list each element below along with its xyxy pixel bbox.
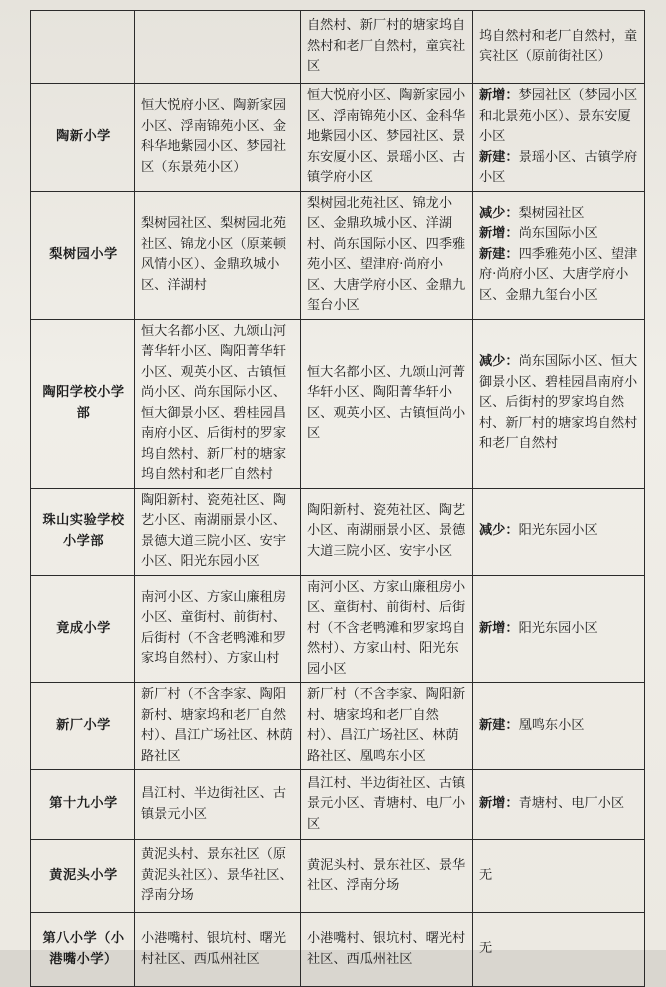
table-row xyxy=(31,319,645,488)
change-line xyxy=(479,245,640,307)
change-text: 坞自然村和老厂自然村，童宾社区（原前街社区） xyxy=(479,28,638,64)
new-district-cell: 梨树园北苑社区、锦龙小区、金鼎玖城小区、洋湖村、尚东国际小区、四季雅苑小区、望津府·尚府小区、大唐学府小区、金鼎九玺台小区 xyxy=(301,191,473,319)
change-text: 阳光东园小区 xyxy=(518,620,598,636)
change-line xyxy=(479,619,640,640)
change-line xyxy=(479,148,640,189)
change-line xyxy=(479,716,640,737)
change-cell xyxy=(473,840,645,913)
original-district-cell xyxy=(135,11,301,84)
table-body xyxy=(31,11,645,987)
change-cell xyxy=(473,84,645,192)
new-district-cell: 昌江村、半边街社区、古镇景元小区、青塘村、电厂小区 xyxy=(301,770,473,840)
school-name-cell xyxy=(31,11,135,84)
table-row xyxy=(31,11,645,84)
change-cell xyxy=(473,575,645,683)
change-tag: 新建： xyxy=(479,149,519,165)
change-text: 无 xyxy=(479,867,493,883)
original-district-cell: 南河小区、方家山廉租房小区、童街村、前街村、后街村（不含老鸭滩和罗家坞自然村）、方家山村 xyxy=(135,575,301,683)
change-cell xyxy=(473,770,645,840)
change-line xyxy=(479,521,640,542)
school-name-cell: 黄泥头小学 xyxy=(31,840,135,913)
change-tag: 新增： xyxy=(479,620,519,636)
new-district-cell: 南河小区、方家山廉租房小区、童街村、前街村、后街村（不含老鸭滩和罗家坞自然村）、方家山村、阳光东园小区 xyxy=(301,575,473,683)
table-row xyxy=(31,840,645,913)
change-line xyxy=(479,86,640,148)
original-district-cell: 陶阳新村、瓷苑社区、陶艺小区、南湖丽景小区、景德大道三院小区、安宇小区、阳光东园小区 xyxy=(135,488,301,575)
school-name-cell: 第十九小学 xyxy=(31,770,135,840)
change-tag: 减少： xyxy=(479,354,519,370)
change-line xyxy=(479,204,640,225)
new-district-cell: 恒大悦府小区、陶新家园小区、浮南锦苑小区、金科华地紫园小区、梦园社区、景东安厦小区、景瑶小区、古镇学府小区 xyxy=(301,84,473,192)
school-name-cell: 第八小学（小港嘴小学） xyxy=(31,913,135,987)
change-text: 四季雅苑小区、望津府·尚府小区、大唐学府小区、金鼎九玺台小区 xyxy=(479,246,638,303)
school-name-cell: 梨树园小学 xyxy=(31,191,135,319)
change-line xyxy=(479,352,640,455)
table-row xyxy=(31,488,645,575)
new-district-cell: 自然村、新厂村的塘家坞自然村和老厂自然村，童宾社区 xyxy=(301,11,473,84)
original-district-cell: 梨树园社区、梨树园北苑社区、锦龙小区（原莱顿风情小区）、金鼎玖城小区、洋湖村 xyxy=(135,191,301,319)
change-text: 梨树园社区 xyxy=(518,205,585,221)
change-text: 尚东国际小区 xyxy=(518,226,598,242)
change-text: 青塘村、电厂小区 xyxy=(518,796,625,812)
table-row xyxy=(31,683,645,770)
school-name-cell: 竟成小学 xyxy=(31,575,135,683)
change-text: 梦园社区（梦园小区和北景苑小区）、景东安厦小区 xyxy=(479,88,638,144)
change-cell xyxy=(473,191,645,319)
table-row xyxy=(31,575,645,683)
change-tag: 减少： xyxy=(479,523,519,539)
change-tag: 新增： xyxy=(479,796,519,812)
school-district-table xyxy=(30,10,645,987)
original-district-cell: 新厂村（不含李家、陶阳新村、塘家坞和老厂自然村）、昌江广场社区、林荫路社区 xyxy=(135,683,301,770)
new-district-cell: 小港嘴村、银坑村、曙光村社区、西瓜州社区 xyxy=(301,913,473,987)
change-text: 无 xyxy=(479,941,493,957)
change-tag: 新建： xyxy=(479,246,519,262)
new-district-cell: 新厂村（不含李家、陶阳新村、塘家坞和老厂自然村）、昌江广场社区、林荫路社区、凰鸣东小区 xyxy=(301,683,473,770)
table-row xyxy=(31,84,645,192)
original-district-cell: 黄泥头村、景东社区（原黄泥头社区）、景华社区、浮南分场 xyxy=(135,840,301,913)
school-name-cell: 陶新小学 xyxy=(31,84,135,192)
change-text: 景瑶小区、古镇学府小区 xyxy=(479,149,638,185)
change-text: 凰鸣东小区 xyxy=(518,717,585,733)
change-line xyxy=(479,794,640,815)
new-district-cell: 恒大名都小区、九颂山河菁华轩小区、陶阳菁华轩小区、观英小区、古镇恒尚小区 xyxy=(301,319,473,488)
change-text: 阳光东园小区 xyxy=(518,523,598,539)
change-line xyxy=(479,27,640,68)
table-row xyxy=(31,191,645,319)
change-tag: 减少： xyxy=(479,205,519,221)
change-tag: 新建： xyxy=(479,717,519,733)
original-district-cell: 恒大悦府小区、陶新家园小区、浮南锦苑小区、金科华地紫园小区、梦园社区（东景苑小区） xyxy=(135,84,301,192)
new-district-cell: 黄泥头村、景东社区、景华社区、浮南分场 xyxy=(301,840,473,913)
change-line xyxy=(479,224,640,245)
change-line xyxy=(479,866,640,887)
school-name-cell: 陶阳学校小学部 xyxy=(31,319,135,488)
new-district-cell: 陶阳新村、瓷苑社区、陶艺小区、南湖丽景小区、景德大道三院小区、安宇小区 xyxy=(301,488,473,575)
change-cell xyxy=(473,11,645,84)
table-row xyxy=(31,770,645,840)
school-name-cell: 新厂小学 xyxy=(31,683,135,770)
original-district-cell: 昌江村、半边街社区、古镇景元小区 xyxy=(135,770,301,840)
original-district-cell: 恒大名都小区、九颂山河菁华轩小区、陶阳菁华轩小区、观英小区、古镇恒尚小区、尚东国际小区、恒大御景小区、碧桂园昌南府小区、后街村的罗家坞自然村、新厂村的塘家坞自然村和老厂自然村 xyxy=(135,319,301,488)
original-district-cell: 小港嘴村、银坑村、曙光村社区、西瓜州社区 xyxy=(135,913,301,987)
change-tag: 新增： xyxy=(479,88,519,103)
school-name-cell: 珠山实验学校小学部 xyxy=(31,488,135,575)
change-cell xyxy=(473,683,645,770)
change-tag: 新增： xyxy=(479,226,519,242)
change-cell xyxy=(473,319,645,488)
change-cell xyxy=(473,488,645,575)
change-text: 尚东国际小区、恒大御景小区、碧桂园昌南府小区、后街村的罗家坞自然村、新厂村的塘家坞自然村和老厂自然村 xyxy=(479,354,638,452)
